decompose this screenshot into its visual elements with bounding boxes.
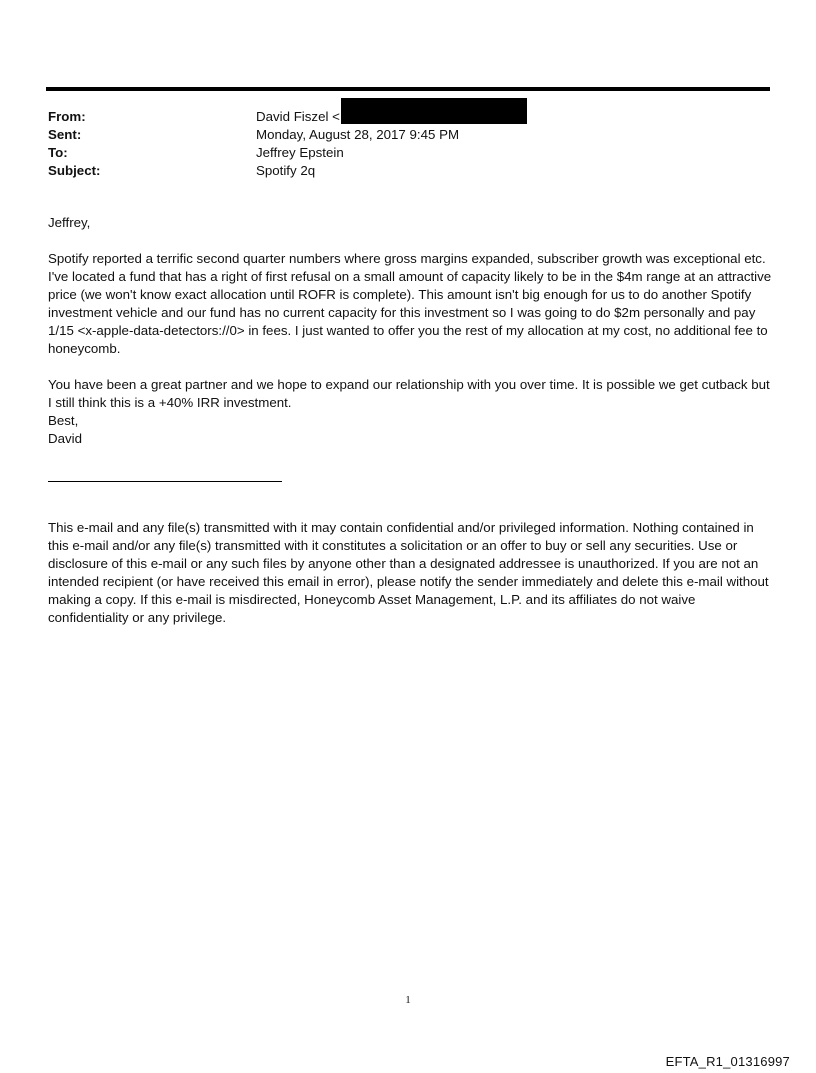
sent-row bbox=[48, 126, 768, 144]
email-header bbox=[48, 108, 768, 180]
page-number: 1 bbox=[405, 994, 411, 1006]
bates-number: EFTA_R1_01316997 bbox=[665, 1054, 790, 1069]
from-value bbox=[256, 108, 768, 126]
to-label: To: bbox=[48, 145, 68, 160]
to-value: Jeffrey Epstein bbox=[256, 145, 344, 160]
body-paragraph-1: Spotify reported a terrific second quarter numbers where gross margins expanded, subscriber growth was exceptional etc. I've located a fund that has a right of first refusal on a small amount of capacity likely to be in the $4m range at an attractive price (we won't know exact allocation until ROFR is complete). This amount isn't big enough for us to do another Spotify investment vehicle and our fund has no current capacity for this investment so I was going to do $2m personally and pay 1/15 <x-apple-data-detectors://0> in fees. I just wanted to offer you the rest of my allocation at my cost, no additional fee to honeycomb. bbox=[48, 251, 772, 356]
confidentiality-disclaimer: This e-mail and any file(s) transmitted with it may contain confidential and/or privileged information. Nothing contained in this e-mail and/or any file(s) transmitted with it constitutes a solicitation or an offer to buy or sell any securities. Use or disclosure of this e-mail or any such files by anyone other than a designated addressee is unauthorized. If you are not an intended recipient (or have received this email in error), please notify the sender immediately and delete this e-mail without making a copy. If this e-mail is misdirected, Honeycomb Asset Management, L.P. and its affiliates do not waive confidentiality or any privilege. bbox=[48, 520, 769, 625]
sent-value: Monday, August 28, 2017 9:45 PM bbox=[256, 127, 460, 142]
redaction-block bbox=[341, 98, 527, 124]
header-divider bbox=[46, 87, 770, 91]
subject-value: Spotify 2q bbox=[256, 163, 316, 178]
greeting: Jeffrey, bbox=[48, 215, 91, 230]
body-paragraph-2: You have been a great partner and we hope to expand our relationship with you over time. It is possible we get cutback but I still think this is a +40% IRR investment. bbox=[48, 377, 770, 410]
from-label: From: bbox=[48, 109, 86, 124]
subject-row bbox=[48, 162, 768, 180]
from-row bbox=[48, 108, 768, 126]
signature-divider bbox=[48, 481, 282, 482]
email-body bbox=[48, 214, 772, 448]
closing: Best, bbox=[48, 413, 79, 428]
sender-name: David Fiszel < bbox=[256, 109, 340, 124]
to-row bbox=[48, 144, 768, 162]
sent-label: Sent: bbox=[48, 127, 82, 142]
subject-label: Subject: bbox=[48, 163, 101, 178]
signature: David bbox=[48, 431, 82, 446]
